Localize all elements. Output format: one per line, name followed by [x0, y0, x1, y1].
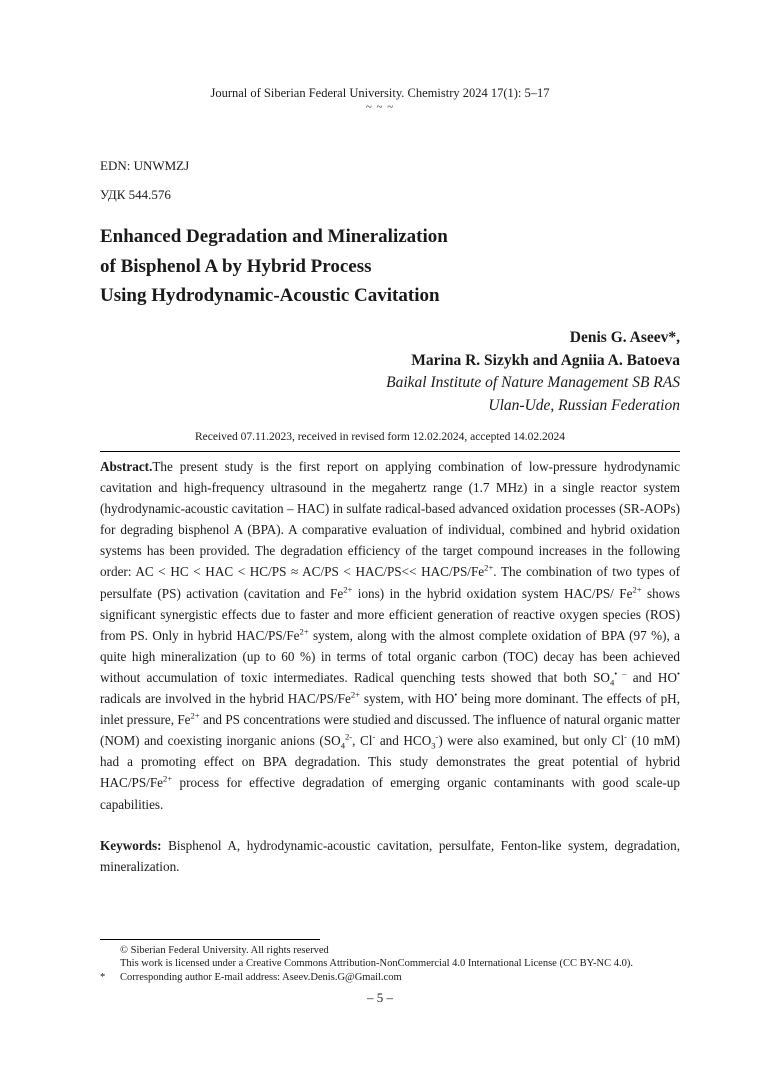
corresponding-email: Corresponding author E-mail address: Aseev.Denis.G@Gmail.com [120, 972, 402, 983]
author-line-1: Denis G. Aseev*, [569, 329, 680, 346]
udk-code: УДК 544.576 [100, 187, 171, 202]
title-line: Enhanced Degradation and Mineralization [100, 226, 448, 247]
keywords [100, 835, 680, 877]
keywords-label: Keywords: [100, 838, 162, 853]
title-line: Using Hydrodynamic-Acoustic Cavitation [100, 285, 440, 306]
footnote-star: * [100, 972, 106, 983]
abstract-label: Abstract. [100, 459, 153, 474]
journal-header: Journal of Siberian Federal University. Chemistry 2024 17(1): 5–17 [210, 86, 550, 100]
affiliation-line-1: Baikal Institute of Nature Management SB RAS [386, 374, 680, 391]
header-separator: ~ ~ ~ [365, 101, 395, 113]
divider [100, 451, 680, 452]
copyright-note: © Siberian Federal University. All rights reserved [120, 945, 329, 956]
corresponding-author-note [100, 971, 660, 984]
author-block [386, 327, 680, 417]
article-title [100, 222, 660, 311]
page-number: – 5 – [367, 990, 393, 1005]
abstract-text: Abstract.The present study is the first report on applying combination of low-pressure hydrodynamic cavitation and high-frequency ultrasound in the megahertz range (1.7 MHz) in a single reactor system (hydrodynamic-acoustic cavitation – HAC) in sulfate radical-based advanced oxidation processes (SR-AOPs) for degrading bisphenol A (BPA). A comparative evaluation of individual, combined and hybrid oxidation systems has been provided. The degradation efficiency of the target compound increases in the following order: AC < HC < HAC < HC/PS ≈ AC/PS < HAC/PS<< HAC/$PS/Fe^{2+}$. The combination of two types of persulfate (PS) activation (cavitation and $Fe^{2+}$ ions) in the hybrid oxidation system HAC/PS/ $Fe^{2+}$ shows significant synergistic effects due to faster and more efficient generation of reactive oxygen species (ROS) from PS. Only in hybrid HAC/$PS/Fe^{2+}$ system, along with the almost complete oxidation of BPA (97 %), a quite high mineralization (up to 60 %) in terms of total organic carbon (TOC) decay has been achieved without accumulation of toxic intermediates. Radical quenching tests showed that both $SO_4^{• -}$ and HO• radicals are involved in the hybrid HAC/$PS/Fe^{2+}$ system, with HO• being more dominant. The effects of pH, inlet pressure, $Fe^{2+}$ and PS concentrations were studied and discussed. The influence of natural organic matter (NOM) and coexisting inorganic anions ($SO_4^{2-}$, Cl- and $HCO_3^-$) were also examined, but only Cl- (10 mM) had a promoting effect on BPA degradation. This study demonstrates the great potential of hybrid HAC/$PS/Fe^{2+}$ process for effective degradation of emerging organic contaminants with good scale-up capabilities. [100, 459, 681, 812]
license-note: This work is licensed under a Creative Commons Attribution-NonCommercial 4.0 International License (CC BY-NC 4.0). [120, 958, 633, 969]
received-dates: Received 07.11.2023, received in revised form 12.02.2024, accepted 14.02.2024 [194, 431, 566, 443]
footnote-divider [100, 939, 320, 940]
keywords-text: Bisphenol A, hydrodynamic-acoustic cavitation, persulfate, Fenton-like system, degradation, mineralization. [100, 838, 680, 875]
affiliation-line-2: Ulan-Ude, Russian Federation [488, 396, 680, 414]
edn-code: EDN: UNWMZJ [100, 158, 190, 173]
author-line-2: Marina R. Sizykh and Agniia A. Batoeva [411, 351, 680, 369]
abstract [100, 456, 680, 815]
title-line: of Bisphenol A by Hybrid Process [100, 255, 372, 277]
